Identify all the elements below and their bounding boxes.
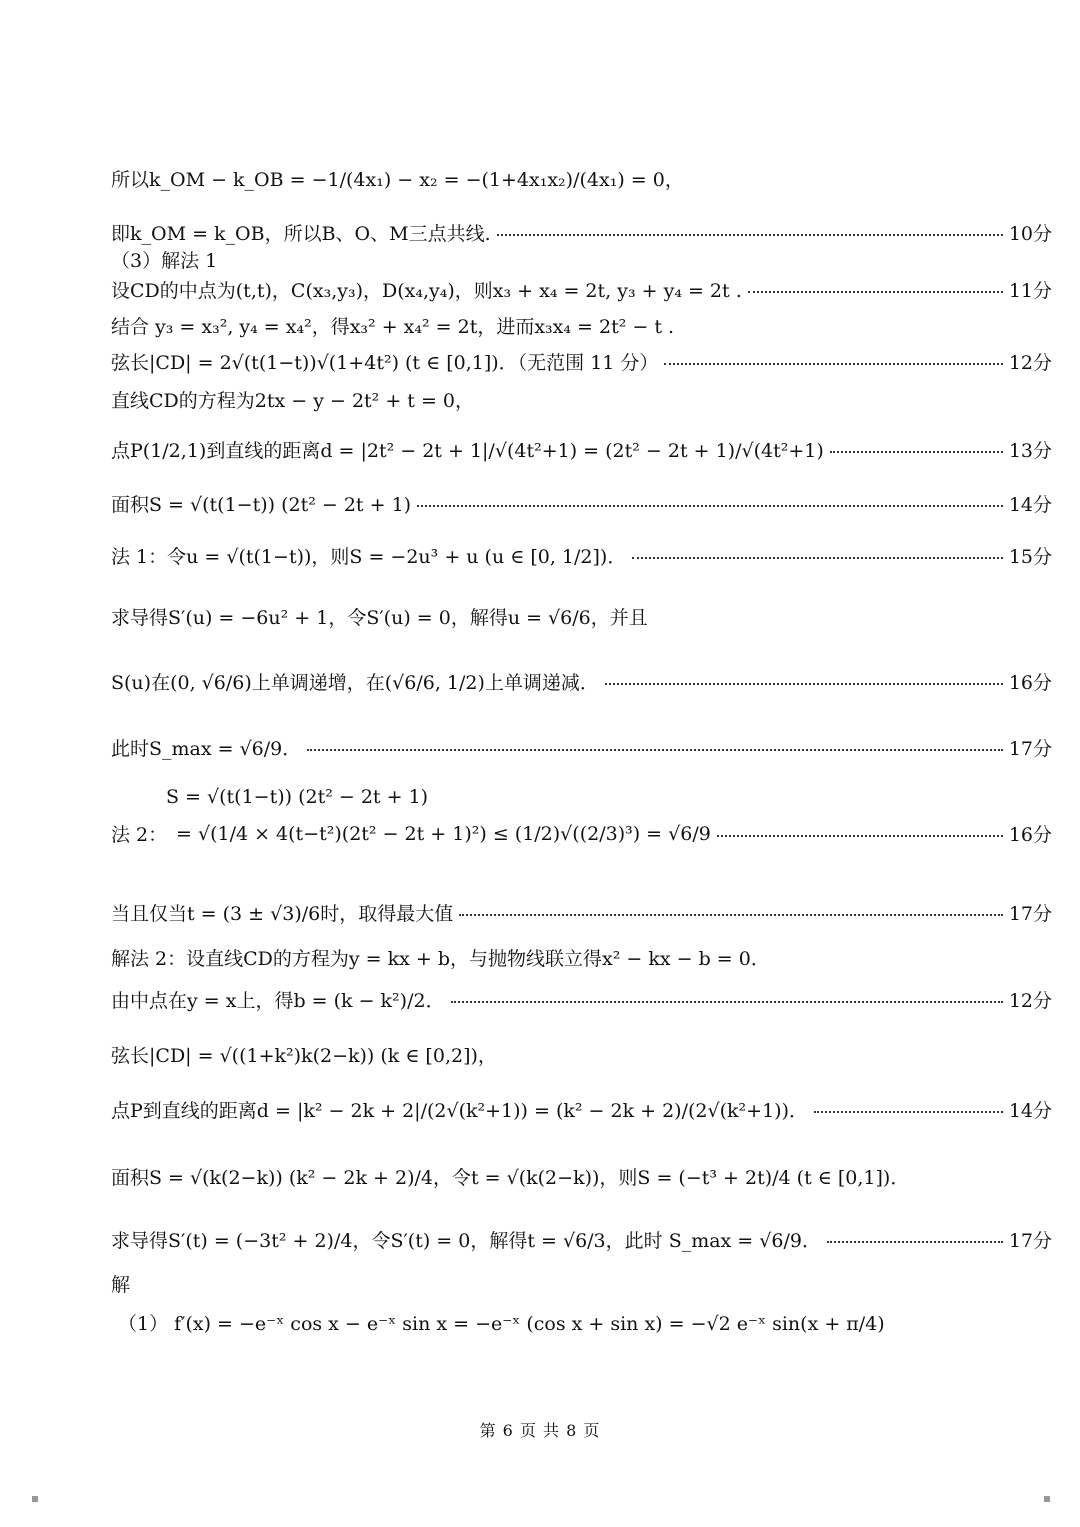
text-line-scored xyxy=(111,276,1052,303)
text-line-scored xyxy=(111,1096,1052,1123)
text-line-scored xyxy=(111,668,1052,695)
scan-mark xyxy=(32,1496,38,1502)
text-line: 面积S = √(k(2−k)) (k² − 2k + 2)/4，令t = √(k(2−k))，则S = (−t³ + 2t)/4 (t ∈ [0,1])． xyxy=(111,1167,910,1189)
leader-dots xyxy=(717,835,1003,837)
line-text: 点P到直线的距离d = |k² − 2k + 2|/(2√(k²+1)) = (k² − 2k + 2)/(2√(k²+1))． xyxy=(111,1100,808,1122)
score-label: 10分 xyxy=(1008,223,1052,245)
score-label: 12分 xyxy=(1008,990,1052,1012)
score-label: 14分 xyxy=(1008,1100,1052,1122)
score-label: 16分 xyxy=(1008,672,1052,694)
score-label: 14分 xyxy=(1008,494,1052,516)
method-label: 法 2： xyxy=(111,824,168,846)
leader-dots xyxy=(748,291,1003,293)
score-label: 11分 xyxy=(1008,280,1052,302)
line-text: 弦长|CD| = 2√(t(1−t))√(1+4t²) (t ∈ [0,1])．（无范围 11 分） xyxy=(111,352,659,374)
leader-dots xyxy=(497,234,1003,236)
score-label: 13分 xyxy=(1008,440,1052,462)
text-line-scored xyxy=(111,1226,1052,1253)
section-heading: （3）解法 1 xyxy=(111,250,218,272)
leader-dots xyxy=(830,451,1003,453)
leader-dots xyxy=(459,914,1003,916)
text-line-scored xyxy=(111,490,1052,517)
score-label: 16分 xyxy=(1008,824,1052,846)
score-label: 17分 xyxy=(1008,738,1052,760)
line-text: 此时S_max = √6/9． xyxy=(111,738,302,760)
text-line-scored xyxy=(111,986,1052,1013)
line-text: 求导得S′(t) = (−3t² + 2)/4，令S′(t) = 0，解得t = √6/3，此时 S_max = √6/9． xyxy=(111,1230,821,1252)
text-line: 所以k_OM − k_OB = −1/(4x₁) − x₂ = −(1+4x₁x₂)/(4x₁) = 0， xyxy=(111,169,684,191)
leader-dots xyxy=(451,1001,1003,1003)
text-line-scored xyxy=(111,436,1052,463)
leader-dots xyxy=(814,1111,1003,1113)
text-line: S = √(t(1−t)) (2t² − 2t + 1) xyxy=(166,786,429,808)
line-text: S(u)在(0, √6/6)上单调递增，在(√6/6, 1/2)上单调递减． xyxy=(111,672,599,694)
score-label: 12分 xyxy=(1008,352,1052,374)
text-line-scored xyxy=(111,219,1052,246)
text-line-scored xyxy=(111,542,1052,569)
leader-dots xyxy=(632,557,1002,559)
line-text: 法 1：令u = √(t(1−t))，则S = −2u³ + u (u ∈ [0, 1/2])． xyxy=(111,546,627,568)
text-line-scored xyxy=(111,899,1052,926)
line-text: 当且仅当t = (3 ± √3)/6时，取得最大值 xyxy=(111,903,454,925)
line-text: 点P(1/2,1)到直线的距离d = |2t² − 2t + 1|/√(4t²+1) = (2t² − 2t + 1)/√(4t²+1) xyxy=(111,440,824,462)
text-line-scored xyxy=(176,820,1052,847)
score-label: 15分 xyxy=(1008,546,1052,568)
text-line: 结合 y₃ = x₃², y₄ = x₄²，得x₃² + x₄² = 2t，进而x₃x₄ = 2t² − t . xyxy=(111,316,675,338)
line-text: 面积S = √(t(1−t)) (2t² − 2t + 1) xyxy=(111,494,412,516)
leader-dots xyxy=(664,363,1002,365)
score-label: 17分 xyxy=(1008,1230,1052,1252)
text-line: （1） f′(x) = −e⁻ˣ cos x − e⁻ˣ sin x = −e⁻ˣ (cos x + sin x) = −√2 e⁻ˣ sin(x + π/4) xyxy=(118,1313,885,1335)
text-line: 解法 2：设直线CD的方程为y = kx + b，与抛物线联立得x² − kx − b = 0． xyxy=(111,948,770,970)
leader-dots xyxy=(307,749,1003,751)
line-text: 设CD的中点为(t,t)，C(x₃,y₃)，D(x₄,y₄)，则x₃ + x₄ = 2t, y₃ + y₄ = 2t . xyxy=(111,280,742,302)
leader-dots xyxy=(417,505,1003,507)
score-label: 17分 xyxy=(1008,903,1052,925)
leader-dots xyxy=(827,1241,1003,1243)
line-text: 即k_OM = k_OB，所以B、O、M三点共线. xyxy=(111,223,491,245)
text-line-scored xyxy=(111,734,1052,761)
text-line-scored xyxy=(111,348,1052,375)
text-line: 弦长|CD| = √((1+k²)k(2−k)) (k ∈ [0,2])， xyxy=(111,1045,497,1067)
line-text: = √(1/4 × 4(t−t²)(2t² − 2t + 1)²) ≤ (1/2)√((2/3)³) = √6/9 xyxy=(176,822,711,845)
text-line: 直线CD的方程为2tx − y − 2t² + t = 0， xyxy=(111,390,475,412)
text-line: 解 xyxy=(111,1274,131,1296)
line-text: 由中点在y = x上，得b = (k − k²)/2． xyxy=(111,990,445,1012)
page-footer: 第 6 页 共 8 页 xyxy=(479,1421,601,1440)
leader-dots xyxy=(605,683,1003,685)
text-line: 求导得S′(u) = −6u² + 1，令S′(u) = 0，解得u = √6/6，并且 xyxy=(111,607,648,629)
scan-mark xyxy=(1044,1496,1050,1502)
